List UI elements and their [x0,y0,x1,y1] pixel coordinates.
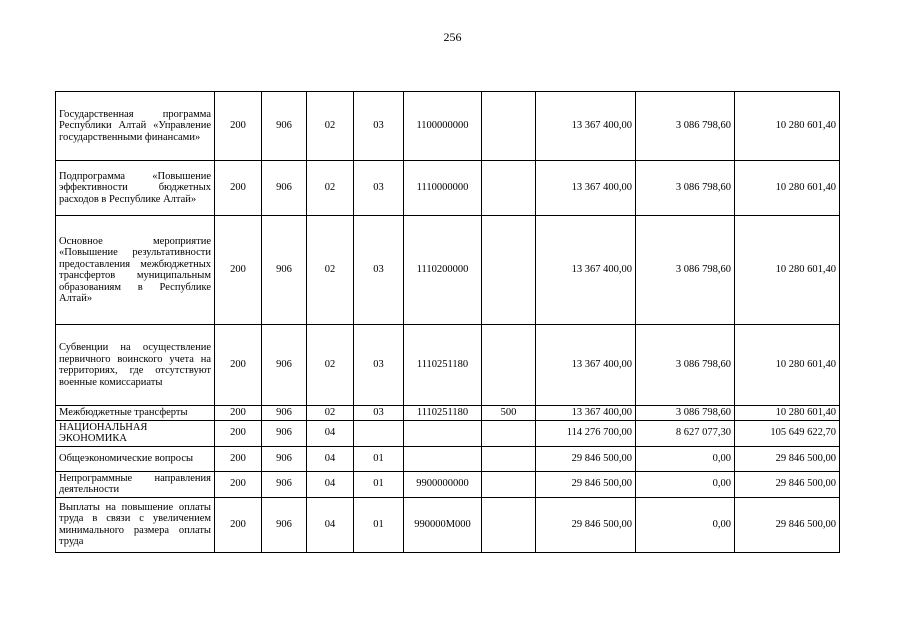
cell-remaining-amount: 29 846 500,00 [735,471,840,497]
cell-target-article [404,446,482,471]
cell-approved-amount: 13 367 400,00 [536,325,636,406]
cell-executed-amount: 3 086 798,60 [636,92,735,161]
cell-code: 200 [215,406,262,421]
row-name: Общеэкономические вопросы [56,446,215,471]
cell-code: 200 [215,216,262,325]
cell-expense-type [482,497,536,552]
cell-approved-amount: 29 846 500,00 [536,497,636,552]
cell-target-article: 9900000000 [404,471,482,497]
cell-section: 02 [307,325,354,406]
cell-ministry: 906 [262,161,307,216]
cell-subsection [354,420,404,446]
cell-executed-amount: 0,00 [636,471,735,497]
cell-executed-amount: 8 627 077,30 [636,420,735,446]
row-name: Подпрограмма «Повышение эффективности бюджетных расходов в Республике Алтай» [56,161,215,216]
row-name: Субвенции на осуществление первичного воинского учета на территориях, где отсутствуют военные комиссариаты [56,325,215,406]
cell-ministry: 906 [262,406,307,421]
cell-ministry: 906 [262,92,307,161]
table-row [56,420,840,446]
cell-approved-amount: 114 276 700,00 [536,420,636,446]
cell-subsection: 03 [354,161,404,216]
cell-section: 02 [307,406,354,421]
cell-remaining-amount: 29 846 500,00 [735,497,840,552]
cell-subsection: 03 [354,92,404,161]
cell-subsection: 03 [354,406,404,421]
cell-ministry: 906 [262,497,307,552]
cell-executed-amount: 0,00 [636,446,735,471]
cell-approved-amount: 13 367 400,00 [536,406,636,421]
cell-remaining-amount: 10 280 601,40 [735,406,840,421]
cell-code: 200 [215,471,262,497]
budget-table [55,91,840,553]
cell-code: 200 [215,325,262,406]
cell-target-article: 1100000000 [404,92,482,161]
table-row [56,406,840,421]
cell-target-article: 1110251180 [404,325,482,406]
table-row [56,161,840,216]
cell-executed-amount: 3 086 798,60 [636,406,735,421]
cell-expense-type [482,216,536,325]
cell-subsection: 03 [354,216,404,325]
table-row [56,497,840,552]
cell-executed-amount: 3 086 798,60 [636,216,735,325]
cell-section: 02 [307,216,354,325]
cell-code: 200 [215,420,262,446]
cell-code: 200 [215,92,262,161]
cell-remaining-amount: 10 280 601,40 [735,92,840,161]
cell-target-article: 1110000000 [404,161,482,216]
cell-target-article: 1110200000 [404,216,482,325]
cell-expense-type [482,420,536,446]
cell-remaining-amount: 29 846 500,00 [735,446,840,471]
cell-executed-amount: 0,00 [636,497,735,552]
cell-subsection: 01 [354,497,404,552]
row-name: Государственная программа Республики Алтай «Управление государственными финансами» [56,92,215,161]
cell-ministry: 906 [262,471,307,497]
cell-expense-type: 500 [482,406,536,421]
cell-expense-type [482,325,536,406]
cell-remaining-amount: 10 280 601,40 [735,161,840,216]
cell-code: 200 [215,161,262,216]
cell-section: 04 [307,471,354,497]
cell-subsection: 03 [354,325,404,406]
cell-expense-type [482,446,536,471]
table-row [56,471,840,497]
cell-remaining-amount: 105 649 622,70 [735,420,840,446]
cell-target-article: 1110251180 [404,406,482,421]
cell-approved-amount: 29 846 500,00 [536,446,636,471]
row-name: НАЦИОНАЛЬНАЯ ЭКОНОМИКА [56,420,215,446]
cell-approved-amount: 13 367 400,00 [536,161,636,216]
cell-expense-type [482,161,536,216]
cell-ministry: 906 [262,446,307,471]
row-name: Основное мероприятие «Повышение результативности предоставления межбюджетных трансфертов муниципальным образованиям в Республике Алтай» [56,216,215,325]
cell-section: 04 [307,420,354,446]
table-row [56,216,840,325]
table-row [56,446,840,471]
cell-ministry: 906 [262,325,307,406]
cell-ministry: 906 [262,216,307,325]
cell-ministry: 906 [262,420,307,446]
table-row [56,92,840,161]
cell-approved-amount: 13 367 400,00 [536,92,636,161]
cell-section: 02 [307,161,354,216]
table-row [56,325,840,406]
cell-remaining-amount: 10 280 601,40 [735,325,840,406]
cell-section: 02 [307,92,354,161]
row-name: Выплаты на повышение оплаты труда в связи с увеличением минимального размера оплаты труда [56,497,215,552]
cell-subsection: 01 [354,446,404,471]
cell-target-article [404,420,482,446]
cell-section: 04 [307,446,354,471]
cell-executed-amount: 3 086 798,60 [636,325,735,406]
cell-code: 200 [215,497,262,552]
page-number: 256 [443,30,462,44]
cell-executed-amount: 3 086 798,60 [636,161,735,216]
cell-target-article: 990000М000 [404,497,482,552]
cell-code: 200 [215,446,262,471]
cell-remaining-amount: 10 280 601,40 [735,216,840,325]
cell-approved-amount: 13 367 400,00 [536,216,636,325]
cell-expense-type [482,92,536,161]
cell-expense-type [482,471,536,497]
cell-subsection: 01 [354,471,404,497]
cell-section: 04 [307,497,354,552]
row-name: Непрограммные направления деятельности [56,471,215,497]
row-name: Межбюджетные трансферты [56,406,215,421]
cell-approved-amount: 29 846 500,00 [536,471,636,497]
